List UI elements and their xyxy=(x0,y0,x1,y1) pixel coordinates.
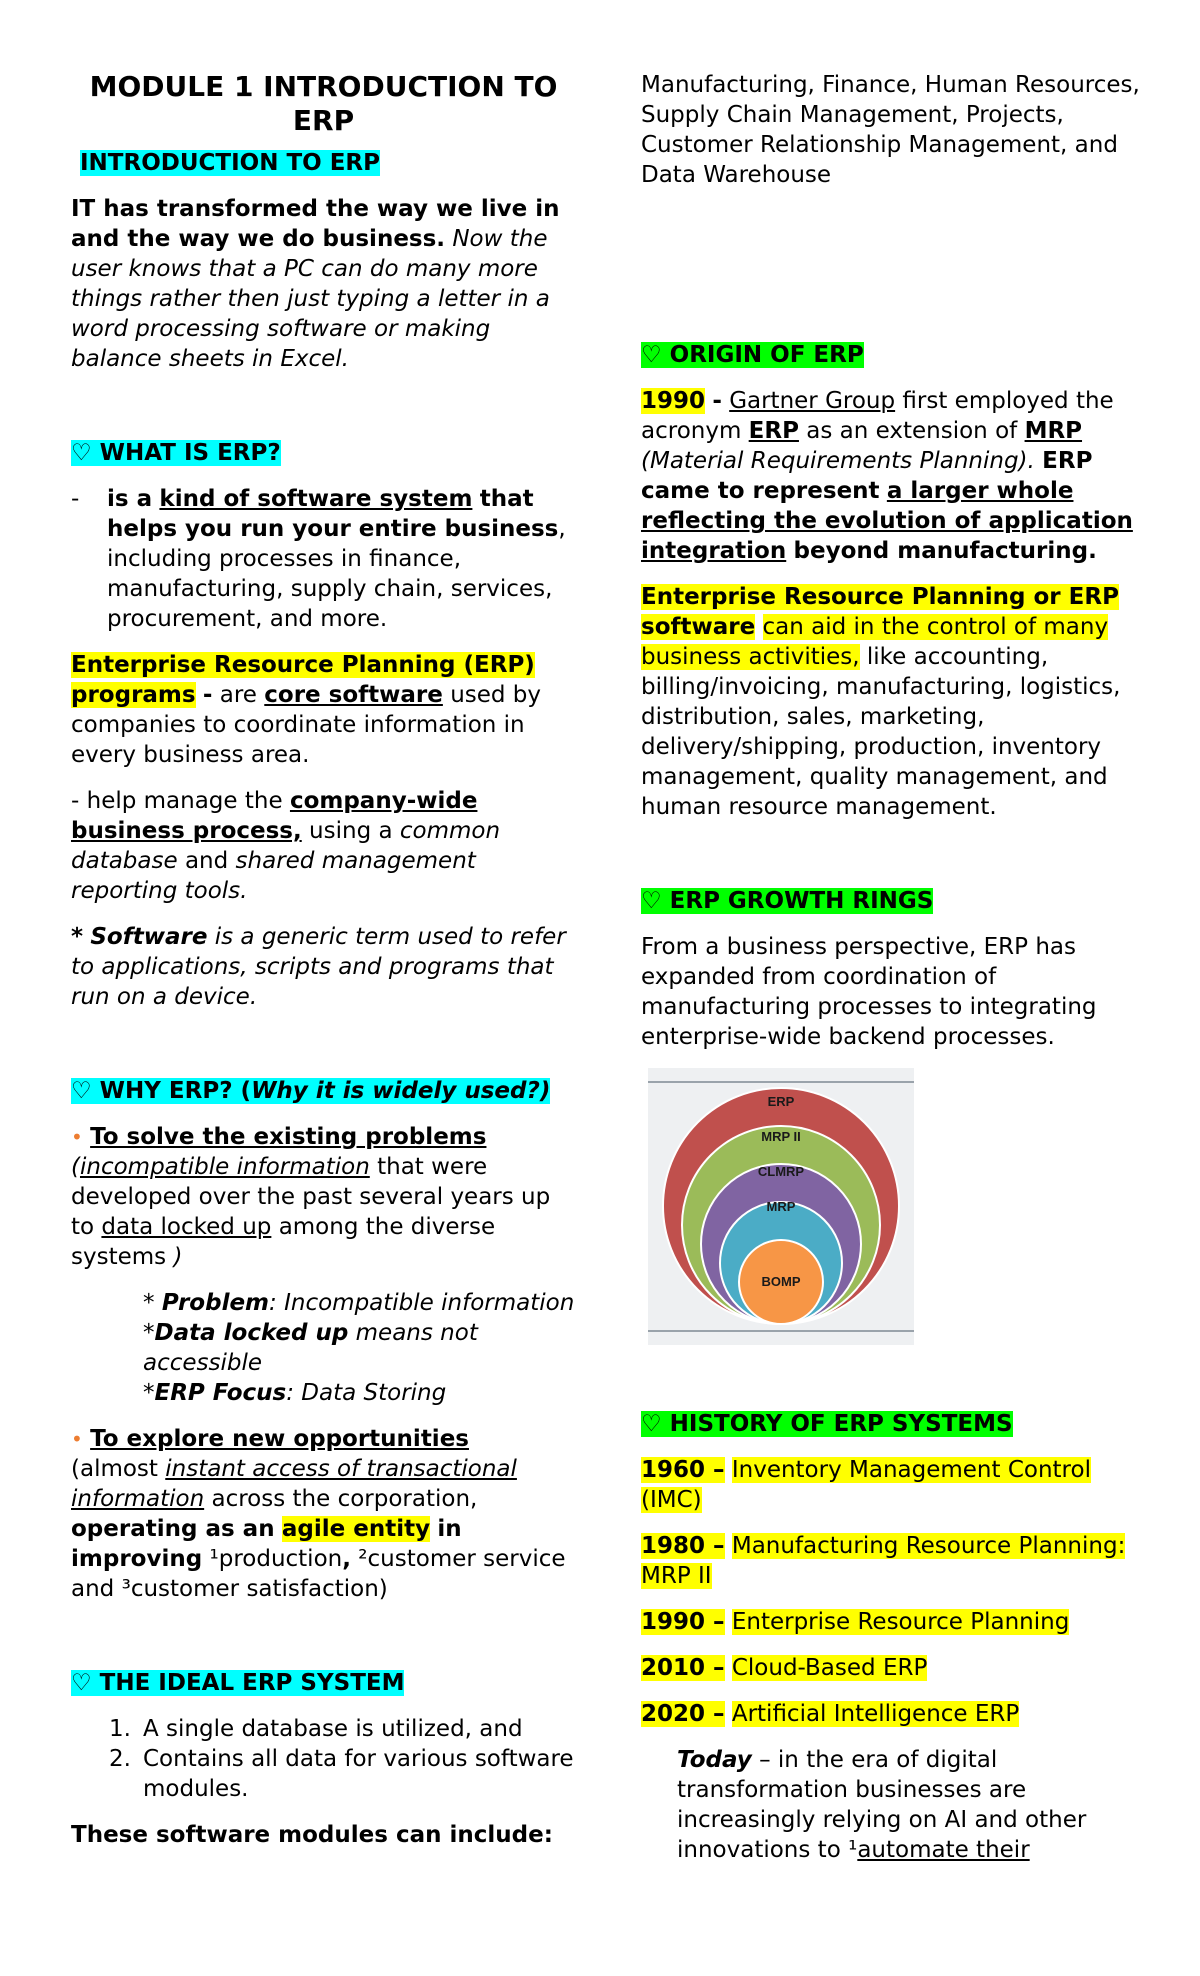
origin-text-1: first employed the acronym xyxy=(641,388,1114,444)
erp-programs-rest: used by companies to coordinate information in every business area. xyxy=(71,682,542,768)
why-heading xyxy=(71,1078,550,1104)
erp-software-rest: like accounting, billing/invoicing, manufacturing, logistics, distribution, sales, marketing, delivery/shipping, production, inventory management, quality management, and human resource management. xyxy=(641,644,1121,820)
ideal-heading-line xyxy=(71,1668,576,1698)
software-note xyxy=(71,922,576,1012)
history-entry xyxy=(641,1531,1146,1591)
history-year: 1990 – xyxy=(641,1609,725,1635)
bullet-icon: • xyxy=(71,1125,83,1149)
history-entry xyxy=(641,1455,1146,1515)
problem-term: Problem xyxy=(161,1290,270,1316)
erp-focus-note xyxy=(143,1378,576,1408)
problem-notes xyxy=(143,1288,576,1408)
problem-rest: : Incompatible information xyxy=(269,1290,575,1316)
common-database-term: common database xyxy=(71,818,501,874)
history-year: 1960 – xyxy=(641,1457,725,1483)
instant-access-term: instant access of transactional information xyxy=(71,1456,517,1512)
erp-software-highlight: can aid in the control of many business activities, xyxy=(641,614,1109,670)
why-heading-text: WHY ERP? ( xyxy=(99,1078,252,1104)
page-title: MODULE 1 INTRODUCTION TO ERP xyxy=(89,70,558,137)
problem-star: * xyxy=(143,1290,155,1316)
what-bold-2: that helps you run your entire business xyxy=(107,486,559,542)
sup-1: ¹ xyxy=(209,1546,219,1572)
solve-end: among the diverse systems xyxy=(71,1214,496,1270)
solve-paragraph xyxy=(71,1122,576,1272)
history-year: 2010 – xyxy=(641,1655,725,1681)
explore-mid: across the corporation, xyxy=(211,1486,478,1512)
intro-heading-line xyxy=(80,148,576,178)
history-entry xyxy=(641,1607,1146,1637)
data-locked-note xyxy=(143,1318,576,1378)
bullet-icon: • xyxy=(71,1427,83,1451)
origin-heading-text: ORIGIN OF ERP xyxy=(669,342,864,368)
sup-3: ³ xyxy=(121,1576,131,1602)
what-definition xyxy=(71,484,576,634)
history-text: Cloud-Based ERP xyxy=(731,1655,928,1681)
history-entry xyxy=(641,1653,1146,1683)
explore-customer: customer service and xyxy=(71,1546,566,1602)
explore-bold-2: in improving xyxy=(71,1516,462,1572)
history-heading-text: HISTORY OF ERP SYSTEMS xyxy=(669,1411,1013,1437)
what-heading xyxy=(71,440,281,466)
origin-text-2: as an extension of xyxy=(806,418,1018,444)
origin-paragraph xyxy=(641,386,1146,566)
growth-rings-diagram xyxy=(648,1068,914,1345)
explore-bold-1: operating as an xyxy=(71,1516,275,1542)
history-year: 2020 – xyxy=(641,1701,725,1727)
origin-bold-2: beyond manufacturing. xyxy=(793,538,1097,564)
solve-open: ( xyxy=(71,1154,80,1180)
heart-icon: ♡ xyxy=(641,888,662,914)
solve-close: ) xyxy=(173,1244,183,1270)
data-locked-bold: Data locked up xyxy=(154,1320,349,1346)
intro-paragraph xyxy=(71,194,576,374)
origin-heading-line xyxy=(641,340,1146,370)
what-bold-1: is a xyxy=(107,486,153,512)
erp-software-paragraph xyxy=(641,582,1146,822)
origin-underlined: a larger whole reflecting the evolution of application integration xyxy=(641,478,1133,564)
why-heading-line xyxy=(71,1076,576,1106)
ring-label-erp: ERP xyxy=(767,1094,795,1109)
mrp-acronym: MRP xyxy=(1024,418,1083,444)
core-software-term: core software xyxy=(264,682,443,708)
heart-icon: ♡ xyxy=(641,1411,662,1437)
what-rest: , including processes in finance, manufacturing, supply chain, services, procurement, and more. xyxy=(107,516,566,632)
list-text: Contains all data for various software modules. xyxy=(143,1746,574,1802)
ring-label-clmrp: CLMRP xyxy=(757,1164,805,1179)
explore-open: (almost xyxy=(71,1456,158,1482)
incompatible-info-term: incompatible information xyxy=(79,1154,370,1180)
focus-star: * xyxy=(143,1380,155,1406)
growth-heading-text: ERP GROWTH RINGS xyxy=(669,888,934,914)
solve-mid: that were developed over the past several years up to xyxy=(71,1154,551,1240)
today-underlined: automate their xyxy=(857,1837,1030,1863)
growth-rings-figure xyxy=(648,1068,914,1345)
what-heading-text: WHAT IS ERP? xyxy=(99,440,281,466)
history-heading xyxy=(641,1411,1013,1437)
data-locked-rest: means not accessible xyxy=(143,1320,478,1376)
heart-icon: ♡ xyxy=(71,1670,92,1696)
list-text: A single database is utilized, and xyxy=(143,1716,523,1742)
explore-production: production xyxy=(218,1546,343,1572)
intro-italic-text: Now the user knows that a PC can do many more things rather then just typing a letter in a word processing software or making balance sheets in Excel. xyxy=(71,226,550,372)
erp-programs-paragraph xyxy=(71,650,576,770)
sup-1: ¹ xyxy=(848,1837,858,1863)
origin-bold-1: ERP came to represent xyxy=(641,448,1093,504)
history-text: Enterprise Resource Planning xyxy=(731,1609,1070,1635)
erp-programs-are: are xyxy=(219,682,257,708)
help-pre: - help manage the xyxy=(71,788,283,814)
ideal-heading-text: THE IDEAL ERP SYSTEM xyxy=(99,1670,405,1696)
origin-dash: - xyxy=(712,388,722,414)
left-column xyxy=(71,70,576,1850)
intro-bold-text: IT has transformed the way we live in and the way we do business. xyxy=(71,196,560,252)
list-number: 1. xyxy=(109,1716,131,1742)
right-column xyxy=(641,70,1146,1865)
software-star: * xyxy=(71,924,84,950)
growth-heading-line xyxy=(641,886,1146,916)
sup-2: ² xyxy=(358,1546,368,1572)
problem-note xyxy=(143,1288,576,1318)
what-underlined: kind of software system xyxy=(159,486,473,512)
company-wide-term: company-wide business process, xyxy=(71,788,478,844)
today-term: Today xyxy=(677,1747,752,1773)
list-number: 2. xyxy=(109,1746,131,1772)
heart-icon: ♡ xyxy=(71,440,92,466)
erp-programs-dash: - xyxy=(202,682,213,708)
help-using: using a xyxy=(309,818,393,844)
dash-marker: - xyxy=(71,486,80,512)
erp-programs-highlight: Enterprise Resource Planning (ERP) programs xyxy=(71,652,535,708)
explore-comma: , xyxy=(342,1546,351,1572)
explore-heading: To explore new opportunities xyxy=(90,1426,469,1452)
list-item xyxy=(71,1714,576,1744)
data-locked-term: data locked up xyxy=(101,1214,272,1240)
data-star: * xyxy=(143,1320,155,1346)
today-paragraph xyxy=(677,1745,1146,1865)
help-and: and xyxy=(184,848,229,874)
intro-heading: INTRODUCTION TO ERP xyxy=(80,150,380,176)
shared-tools-term: shared management reporting tools. xyxy=(71,848,476,904)
ideal-heading xyxy=(71,1670,404,1696)
software-term: Software xyxy=(90,924,208,950)
history-text: Inventory Management Control (IMC) xyxy=(641,1457,1091,1513)
help-paragraph xyxy=(71,786,576,906)
growth-heading xyxy=(641,888,933,914)
software-definition: is a generic term used to refer to applications, scripts and programs that run on a device. xyxy=(71,924,566,1010)
ring-label-mrp: MRP xyxy=(766,1199,796,1214)
ring-label-bomp: BOMP xyxy=(761,1274,801,1289)
agile-entity-highlight: agile entity xyxy=(281,1516,431,1542)
growth-text: From a business perspective, ERP has expanded from coordination of manufacturing processes to integrating enterprise-wide backend processes. xyxy=(641,934,1097,1050)
mrp-expansion: (Material Requirements Planning). xyxy=(641,448,1035,474)
history-heading-line xyxy=(641,1409,1146,1439)
erp-acronym: ERP xyxy=(748,418,799,444)
history-entry xyxy=(641,1699,1146,1729)
why-heading-italic: Why it is widely used?) xyxy=(251,1078,551,1104)
list-item xyxy=(71,1744,576,1804)
modules-list: Manufacturing, Finance, Human Resources, Supply Chain Management, Projects, Customer Relationship Management, and Data Warehouse xyxy=(641,72,1140,188)
today-rest: – in the era of digital transformation businesses are increasingly relying on AI and other innovations to xyxy=(677,1747,1087,1863)
origin-heading xyxy=(641,342,864,368)
solve-heading: To solve the existing problems xyxy=(90,1124,487,1150)
explore-satisfaction: customer satisfaction) xyxy=(130,1576,388,1602)
erp-software-bold-highlight: Enterprise Resource Planning or ERP software xyxy=(641,584,1119,640)
ideal-list xyxy=(71,1714,576,1804)
explore-paragraph xyxy=(71,1424,576,1604)
heart-icon: ♡ xyxy=(71,1078,92,1104)
erp-focus-term: ERP Focus xyxy=(154,1380,287,1406)
ring-label-mrp-ii: MRP II xyxy=(761,1129,801,1144)
history-year: 1980 – xyxy=(641,1533,725,1559)
erp-focus-rest: : Data Storing xyxy=(286,1380,447,1406)
modules-intro: These software modules can include: xyxy=(71,1822,553,1848)
history-text: Manufacturing Resource Planning: MRP II xyxy=(641,1533,1126,1589)
gartner-group-term: Gartner Group xyxy=(729,388,896,414)
history-text: Artificial Intelligence ERP xyxy=(731,1701,1020,1727)
what-heading-line xyxy=(71,438,576,468)
history-list xyxy=(641,1455,1146,1729)
heart-icon: ♡ xyxy=(641,342,662,368)
origin-year: 1990 xyxy=(641,388,706,414)
